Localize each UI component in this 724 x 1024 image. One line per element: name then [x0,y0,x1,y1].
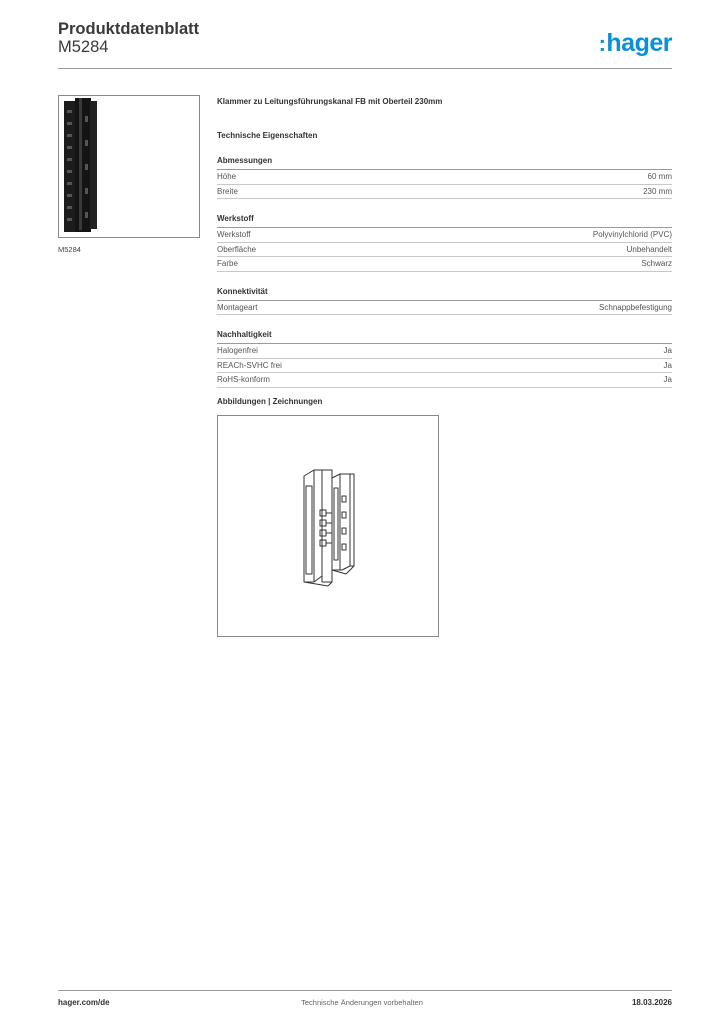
product-description: Klammer zu Leitungsführungskanal FB mit Oberteil 230mm [217,97,443,106]
property-row [217,373,672,388]
section-title: Nachhaltigkeit [217,330,272,339]
property-value: Ja [663,346,672,355]
product-code: M5284 [58,38,109,56]
footer-date: 18.03.2026 [631,998,672,1007]
property-row [217,359,672,374]
property-label: REACh-SVHC frei [217,360,282,370]
property-row [217,344,672,359]
section-konnektivitaet [217,286,672,316]
hager-logo [599,29,672,58]
property-label: Oberfläche [217,244,257,254]
property-row [217,170,672,185]
property-label: Halogenfrei [217,346,258,355]
product-thumbnail [58,95,200,238]
footer-website-link[interactable]: hager.com/de [58,998,110,1007]
property-value: 230 mm [643,186,672,196]
property-value: Schnappbefestigung [599,302,672,312]
footer-notice: Technische Änderungen vorbehalten [301,998,423,1007]
property-row [217,301,672,316]
product-photo-image [59,96,199,237]
page-title: Produktdatenblatt [58,20,200,38]
property-label: Montageart [217,302,258,312]
logo-text: hager [606,29,672,57]
property-label: RoHS-konform [217,375,270,384]
property-value: Polyvinylchlorid (PVC) [592,230,672,239]
property-row [217,243,672,258]
technical-details [217,96,672,388]
section-werkstoff [217,213,672,272]
section-title: Werkstoff [217,214,254,223]
thumbnail-caption: M5284 [58,245,81,254]
header-divider [58,68,672,69]
property-value: Ja [663,375,672,384]
property-value: 60 mm [647,172,672,181]
section-abmessungen [217,155,672,199]
technical-drawing-frame [217,415,439,637]
property-label: Breite [217,186,238,196]
section-title: Abmessungen [217,156,273,165]
property-value: Ja [663,360,672,370]
figures-heading: Abbildungen | Zeichnungen [217,397,323,406]
property-value: Schwarz [641,259,672,268]
property-label: Werkstoff [217,230,251,239]
section-nachhaltigkeit [217,329,672,388]
property-row [217,228,672,243]
tech-properties-heading: Technische Eigenschaften [217,131,318,140]
property-label: Höhe [217,172,237,181]
technical-drawing-image [218,416,438,636]
property-label: Farbe [217,259,238,268]
logo-colon-mark: : [598,31,606,56]
property-row [217,185,672,200]
section-title: Konnektivität [217,286,268,296]
property-row [217,257,672,272]
property-value: Unbehandelt [626,244,672,254]
footer-divider [58,990,672,991]
